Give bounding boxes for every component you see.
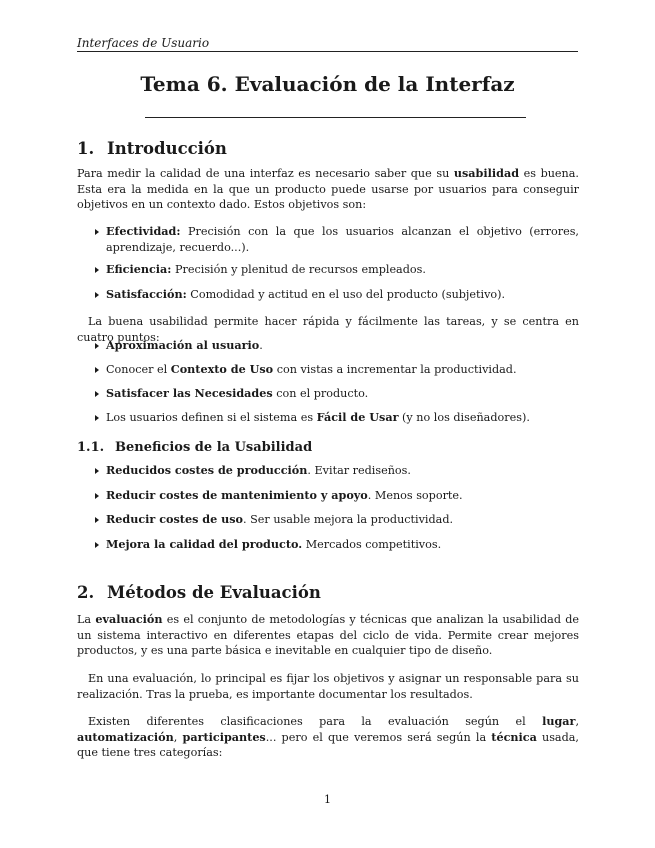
bold-term: participantes [182, 729, 266, 744]
bullet-icon [95, 542, 99, 548]
intro-paragraph [77, 166, 579, 213]
section-number: 2. [77, 583, 95, 602]
text: Los usuarios definen si el sistema es [106, 411, 317, 424]
objectives-paragraph: En una evaluación, lo principal es fijar los objetivos y asignar un responsable para su realización. Tras la prueba, es importante documentar los resultados. [77, 672, 579, 701]
bullet-icon [95, 267, 99, 273]
text: La [77, 613, 96, 626]
bullet-icon [95, 367, 99, 373]
text: Conocer el [106, 363, 171, 376]
text: con el producto. [272, 387, 369, 400]
text: usada, que tiene tres categorías: [77, 730, 579, 759]
page-number: 1 [324, 793, 331, 806]
bold-term: Efectividad: [106, 224, 181, 238]
text: es el conjunto de metodologías y técnicas que analizan la usabilidad de un sistema interactivo en diferentes etapas del ciclo de vida. Permite crear mejores productos, y es una parte básica e inevitable en cualquier tipo de diseño. [77, 613, 580, 657]
bullet-icon [95, 391, 99, 397]
bullet-icon [95, 343, 99, 349]
list-item [95, 287, 579, 303]
bold-term: Reducidos costes de producción [106, 463, 308, 477]
list-item [95, 386, 579, 402]
bold-term: Aproximación al usuario [106, 338, 260, 352]
text: Existen diferentes clasificaciones para la evaluación según el [88, 715, 543, 728]
text: . Menos soporte. [367, 489, 463, 502]
bold-term: usabilidad [453, 166, 520, 180]
list-item [95, 537, 579, 553]
list-item [95, 362, 579, 378]
bullet-icon [95, 292, 99, 298]
text: ... pero el que veremos será según la [265, 730, 492, 744]
list-item [95, 410, 579, 426]
bold-term: Eficiencia: [106, 262, 172, 276]
text: Para medir la calidad de una interfaz es necesario saber que su [77, 167, 454, 180]
bold-term: Fácil de Usar [316, 410, 399, 424]
section-1-heading [77, 139, 227, 158]
bold-term: técnica [491, 729, 537, 744]
bold-term: Contexto de Uso [170, 362, 274, 376]
bullet-icon [95, 517, 99, 523]
document-title: Tema 6. Evaluación de la Interfaz [140, 72, 515, 96]
list-item [95, 512, 579, 528]
bold-term: Reducir costes de mantenimiento y apoyo [106, 488, 368, 502]
subsection-title: Beneficios de la Usabilidad [115, 440, 313, 455]
bold-term: evaluación [95, 612, 163, 626]
section-2-heading [77, 583, 321, 602]
list-item [95, 224, 579, 255]
list-item [95, 338, 579, 354]
list-item [95, 488, 579, 504]
bullet-icon [95, 229, 99, 235]
list-item [95, 262, 579, 278]
bold-term: Satisfacción: [106, 287, 187, 301]
evaluation-paragraph [77, 612, 579, 659]
text: . Evitar rediseños. [307, 464, 411, 477]
subsection-1-1-heading [77, 440, 312, 455]
section-number: 1. [77, 139, 95, 158]
text: es buena. Esta era la medida en la que un producto puede usarse por usuarios para conseguir objetivos en un contexto dado. Estos objetivos son: [77, 167, 579, 211]
running-header: Interfaces de Usuario [77, 36, 210, 50]
text: Precisión y plenitud de recursos empleados. [171, 263, 426, 276]
bullet-icon [95, 415, 99, 421]
text: Comodidad y actitud en el uso del producto (subjetivo). [186, 288, 506, 301]
text: . [259, 339, 263, 352]
bullet-icon [95, 493, 99, 499]
text: con vistas a incrementar la productividad. [273, 363, 517, 376]
classification-paragraph [77, 714, 579, 761]
list-item [95, 463, 579, 479]
text: , [173, 730, 183, 744]
text: , [575, 715, 579, 728]
usability-paragraph: La buena usabilidad permite hacer rápida y fácilmente las tareas, y se centra en cuatro puntos: [77, 315, 579, 344]
bold-term: Reducir costes de uso [106, 512, 244, 526]
bullet-icon [95, 468, 99, 474]
bold-term: automatización [77, 729, 174, 744]
subsection-number: 1.1. [77, 440, 105, 455]
text: Mercados competitivos. [302, 538, 442, 551]
bold-term: Mejora la calidad del producto. [106, 537, 303, 551]
title-rule [145, 117, 526, 118]
text: . Ser usable mejora la productividad. [243, 513, 454, 526]
bold-term: lugar [542, 714, 576, 728]
text: (y no los diseñadores). [398, 411, 530, 424]
text: Precisión con la que los usuarios alcanzan el objetivo (errores, aprendizaje, recuerdo...). [106, 225, 579, 254]
header-rule [77, 51, 578, 52]
section-title: Métodos de Evaluación [107, 583, 321, 602]
bold-term: Satisfacer las Necesidades [106, 386, 273, 400]
section-title: Introducción [107, 139, 227, 158]
